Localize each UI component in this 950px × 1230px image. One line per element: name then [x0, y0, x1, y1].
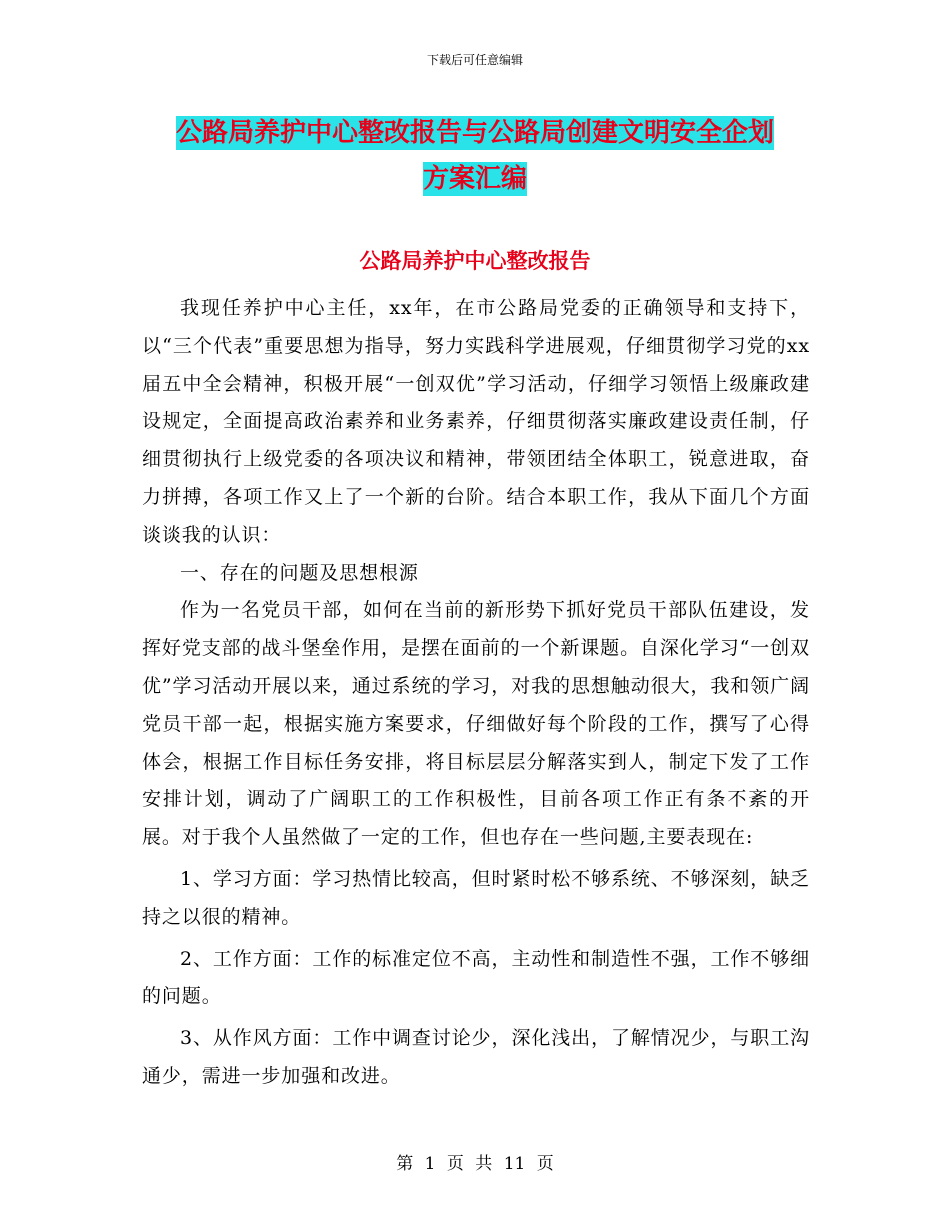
document-title-line-2: 方案汇编 — [422, 164, 527, 194]
page-header-note: 下载后可任意编辑 — [426, 53, 523, 67]
paragraph-intro: 我现任养护中心主任，xx年，在市公路局党委的正确领导和支持下，以“三个代表”重要思想为指导，努力实践科学进展观，仔细贯彻学习党的xx届五中全会精神，积极开展“一创双优”学习活动，仔细学习领悟上级廉政建设规定，全面提高政治素养和业务素养，仔细贯彻落实廉政建设责任制，仔细贯彻执行上级党委的各项决议和精神，带领团结全体职工，锐意进取，奋力拼搏，各项工作又上了一个新的台阶。结合本职工作，我从下面几个方面谈谈我的认识： — [142, 297, 810, 546]
document-title — [0, 110, 950, 202]
document-title-line-1: 公路局养护中心整改报告与公路局创建文明安全企划 — [175, 118, 774, 148]
paragraph-item-work: 2、工作方面：工作的标准定位不高，主动性和制造性不强，工作不够细的问题。 — [142, 947, 810, 1008]
paragraph-problems: 作为一名党员干部，如何在当前的新形势下抓好党员干部队伍建设，发挥好党支部的战斗堡垒作用，是摆在面前的一个新课题。自深化学习“一创双优”学习活动开展以来，通过系统的学习，对我的思想触动很大，我和领广阔党员干部一起，根据实施方案要求，仔细做好每个阶段的工作，撰写了心得体会，根据工作目标任务安排，将目标层层分解落实到人，制定下发了工作安排计划，调动了广阔职工的工作积极性，目前各项工作正有条不紊的开展。对于我个人虽然做了一定的工作，但也存在一些问题,主要表现在: — [142, 599, 810, 849]
section-heading: 公路局养护中心整改报告 — [359, 249, 591, 273]
paragraph-subheading: 一、存在的问题及思想根源 — [180, 561, 419, 584]
report-body — [142, 290, 810, 1096]
paragraph-item-study: 1、学习方面：学习热情比较高，但时紧时松不够系统、不够深刻，缺乏持之以很的精神。 — [142, 867, 810, 928]
page-number-footer: 第 1 页 共 11 页 — [396, 1154, 554, 1174]
paragraph-item-style: 3、从作风方面：工作中调查讨论少，深化浅出，了解情况少，与职工沟通少，需进一步加强和改进。 — [142, 1027, 810, 1087]
